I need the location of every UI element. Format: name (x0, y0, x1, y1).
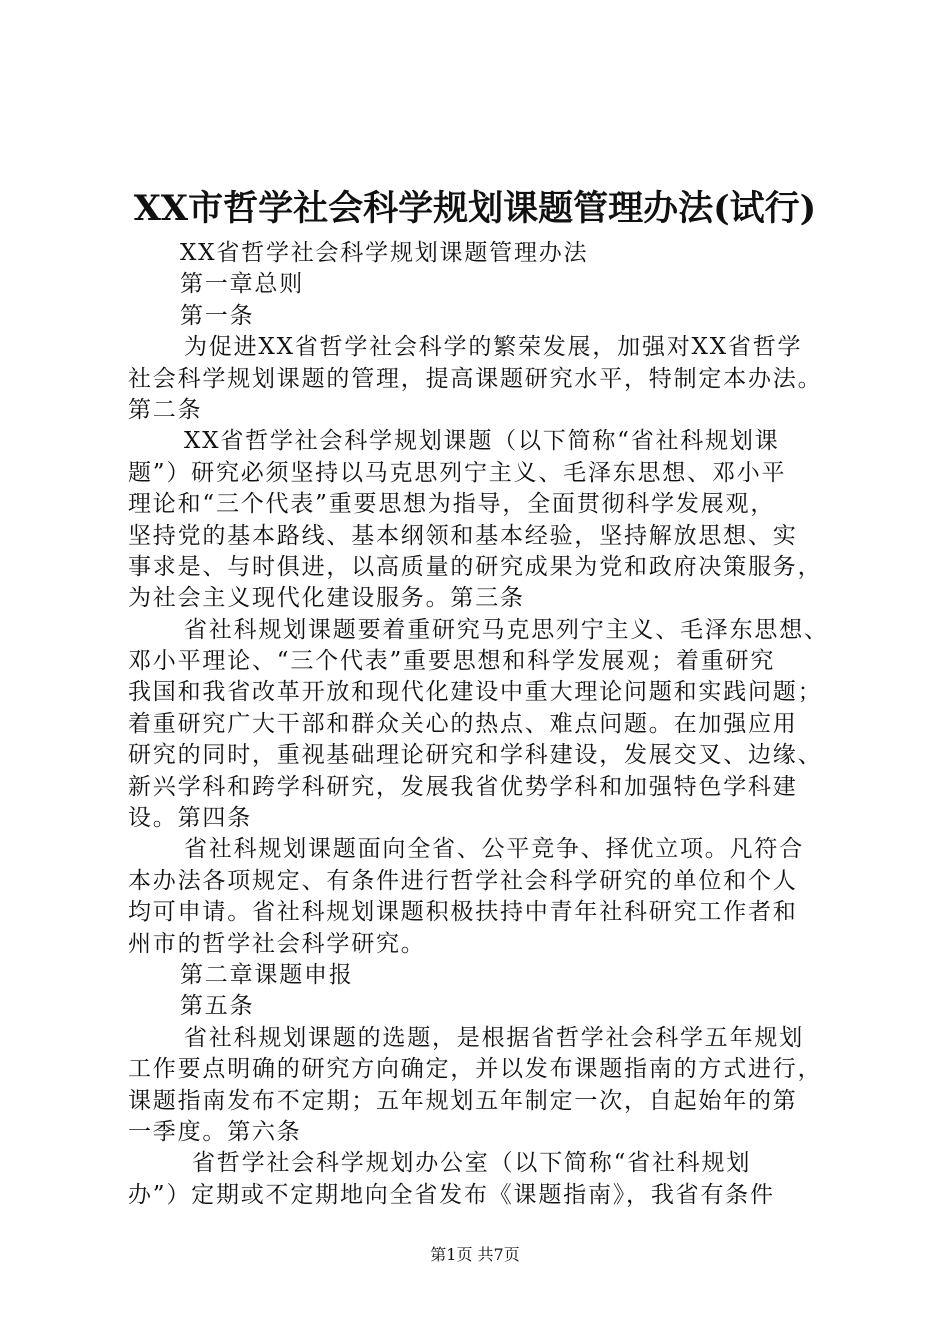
paragraph-line: 课题指南发布不定期；五年规划五年制定一次，自起始年的第 (128, 1087, 798, 1114)
paragraph-line: 着重研究广大干部和群众关心的热点、难点问题。在加强应用 (128, 710, 798, 737)
paragraph-line: 均可申请。省社科规划课题积极扶持中青年社科研究工作者和 (128, 899, 798, 926)
chapter-heading: 第二章课题申报 (180, 961, 354, 988)
paragraph-line: 本办法各项规定、有条件进行哲学社会科学研究的单位和个人 (128, 867, 798, 894)
paragraph-line: 新兴学科和跨学科研究，发展我省优势学科和加强特色学科建 (128, 773, 798, 800)
paragraph-line: 一季度。第六条 (128, 1118, 302, 1145)
paragraph-line: 为促进XX省哲学社会科学的繁荣发展，加强对XX省哲学 (184, 334, 803, 361)
page-number-footer: 第1页 共7页 (430, 1245, 520, 1264)
article-heading: 第二条 (128, 396, 203, 423)
paragraph-line: 社会科学规划课题的管理，提高课题研究水平，特制定本办法。 (128, 365, 823, 392)
paragraph-line: 我国和我省改革开放和现代化建设中重大理论问题和实践问题； (128, 679, 823, 706)
document-body (128, 238, 838, 1211)
paragraph-line: 题”）研究必须坚持以马克思列宁主义、毛泽东思想、邓小平 (128, 459, 787, 486)
paragraph-line: XX省哲学社会科学规划课题（以下简称“省社科规划课 (184, 428, 780, 455)
chapter-heading: 第一章总则 (180, 271, 304, 298)
paragraph-line: 省社科规划课题的选题，是根据省哲学社会科学五年规划 (184, 1024, 804, 1051)
paragraph-line: 理论和“三个代表”重要思想为指导，全面贯彻科学发展观， (128, 491, 776, 518)
paragraph-line: 州市的哲学社会科学研究。 (128, 930, 426, 957)
paragraph-line: 坚持党的基本路线、基本纲领和基本经验，坚持解放思想、实 (128, 522, 798, 549)
paragraph-line: 省哲学社会科学规划办公室（以下简称“省社科规划 (192, 1150, 752, 1177)
article-heading: 第一条 (180, 302, 255, 329)
paragraph-line: 研究的同时，重视基础理论研究和学科建设，发展交叉、边缘、 (128, 742, 823, 769)
paragraph-line: 邓小平理论、“三个代表”重要思想和科学发展观；着重研究 (128, 648, 776, 675)
article-heading: 第五条 (180, 993, 255, 1020)
paragraph-line: 工作要点明确的研究方向确定，并以发布课题指南的方式进行， (128, 1056, 823, 1083)
paragraph-line: 设。第四条 (128, 805, 252, 832)
paragraph-line: 办”）定期或不定期地向全省发布《课题指南》，我省有条件 (128, 1181, 775, 1208)
paragraph-line: 事求是、与时俱进，以高质量的研究成果为党和政府决策服务， (128, 553, 823, 580)
paragraph-line: 为社会主义现代化建设服务。第三条 (128, 585, 525, 612)
doc-line: XX省哲学社会科学规划课题管理办法 (180, 240, 589, 266)
paragraph-line: 省社科规划课题要着重研究马克思列宁主义、毛泽东思想、 (184, 616, 829, 643)
document-title: XX市哲学社会科学规划课题管理办法(试行) (133, 188, 817, 229)
paragraph-line: 省社科规划课题面向全省、公平竞争、择优立项。凡符合 (184, 836, 804, 863)
